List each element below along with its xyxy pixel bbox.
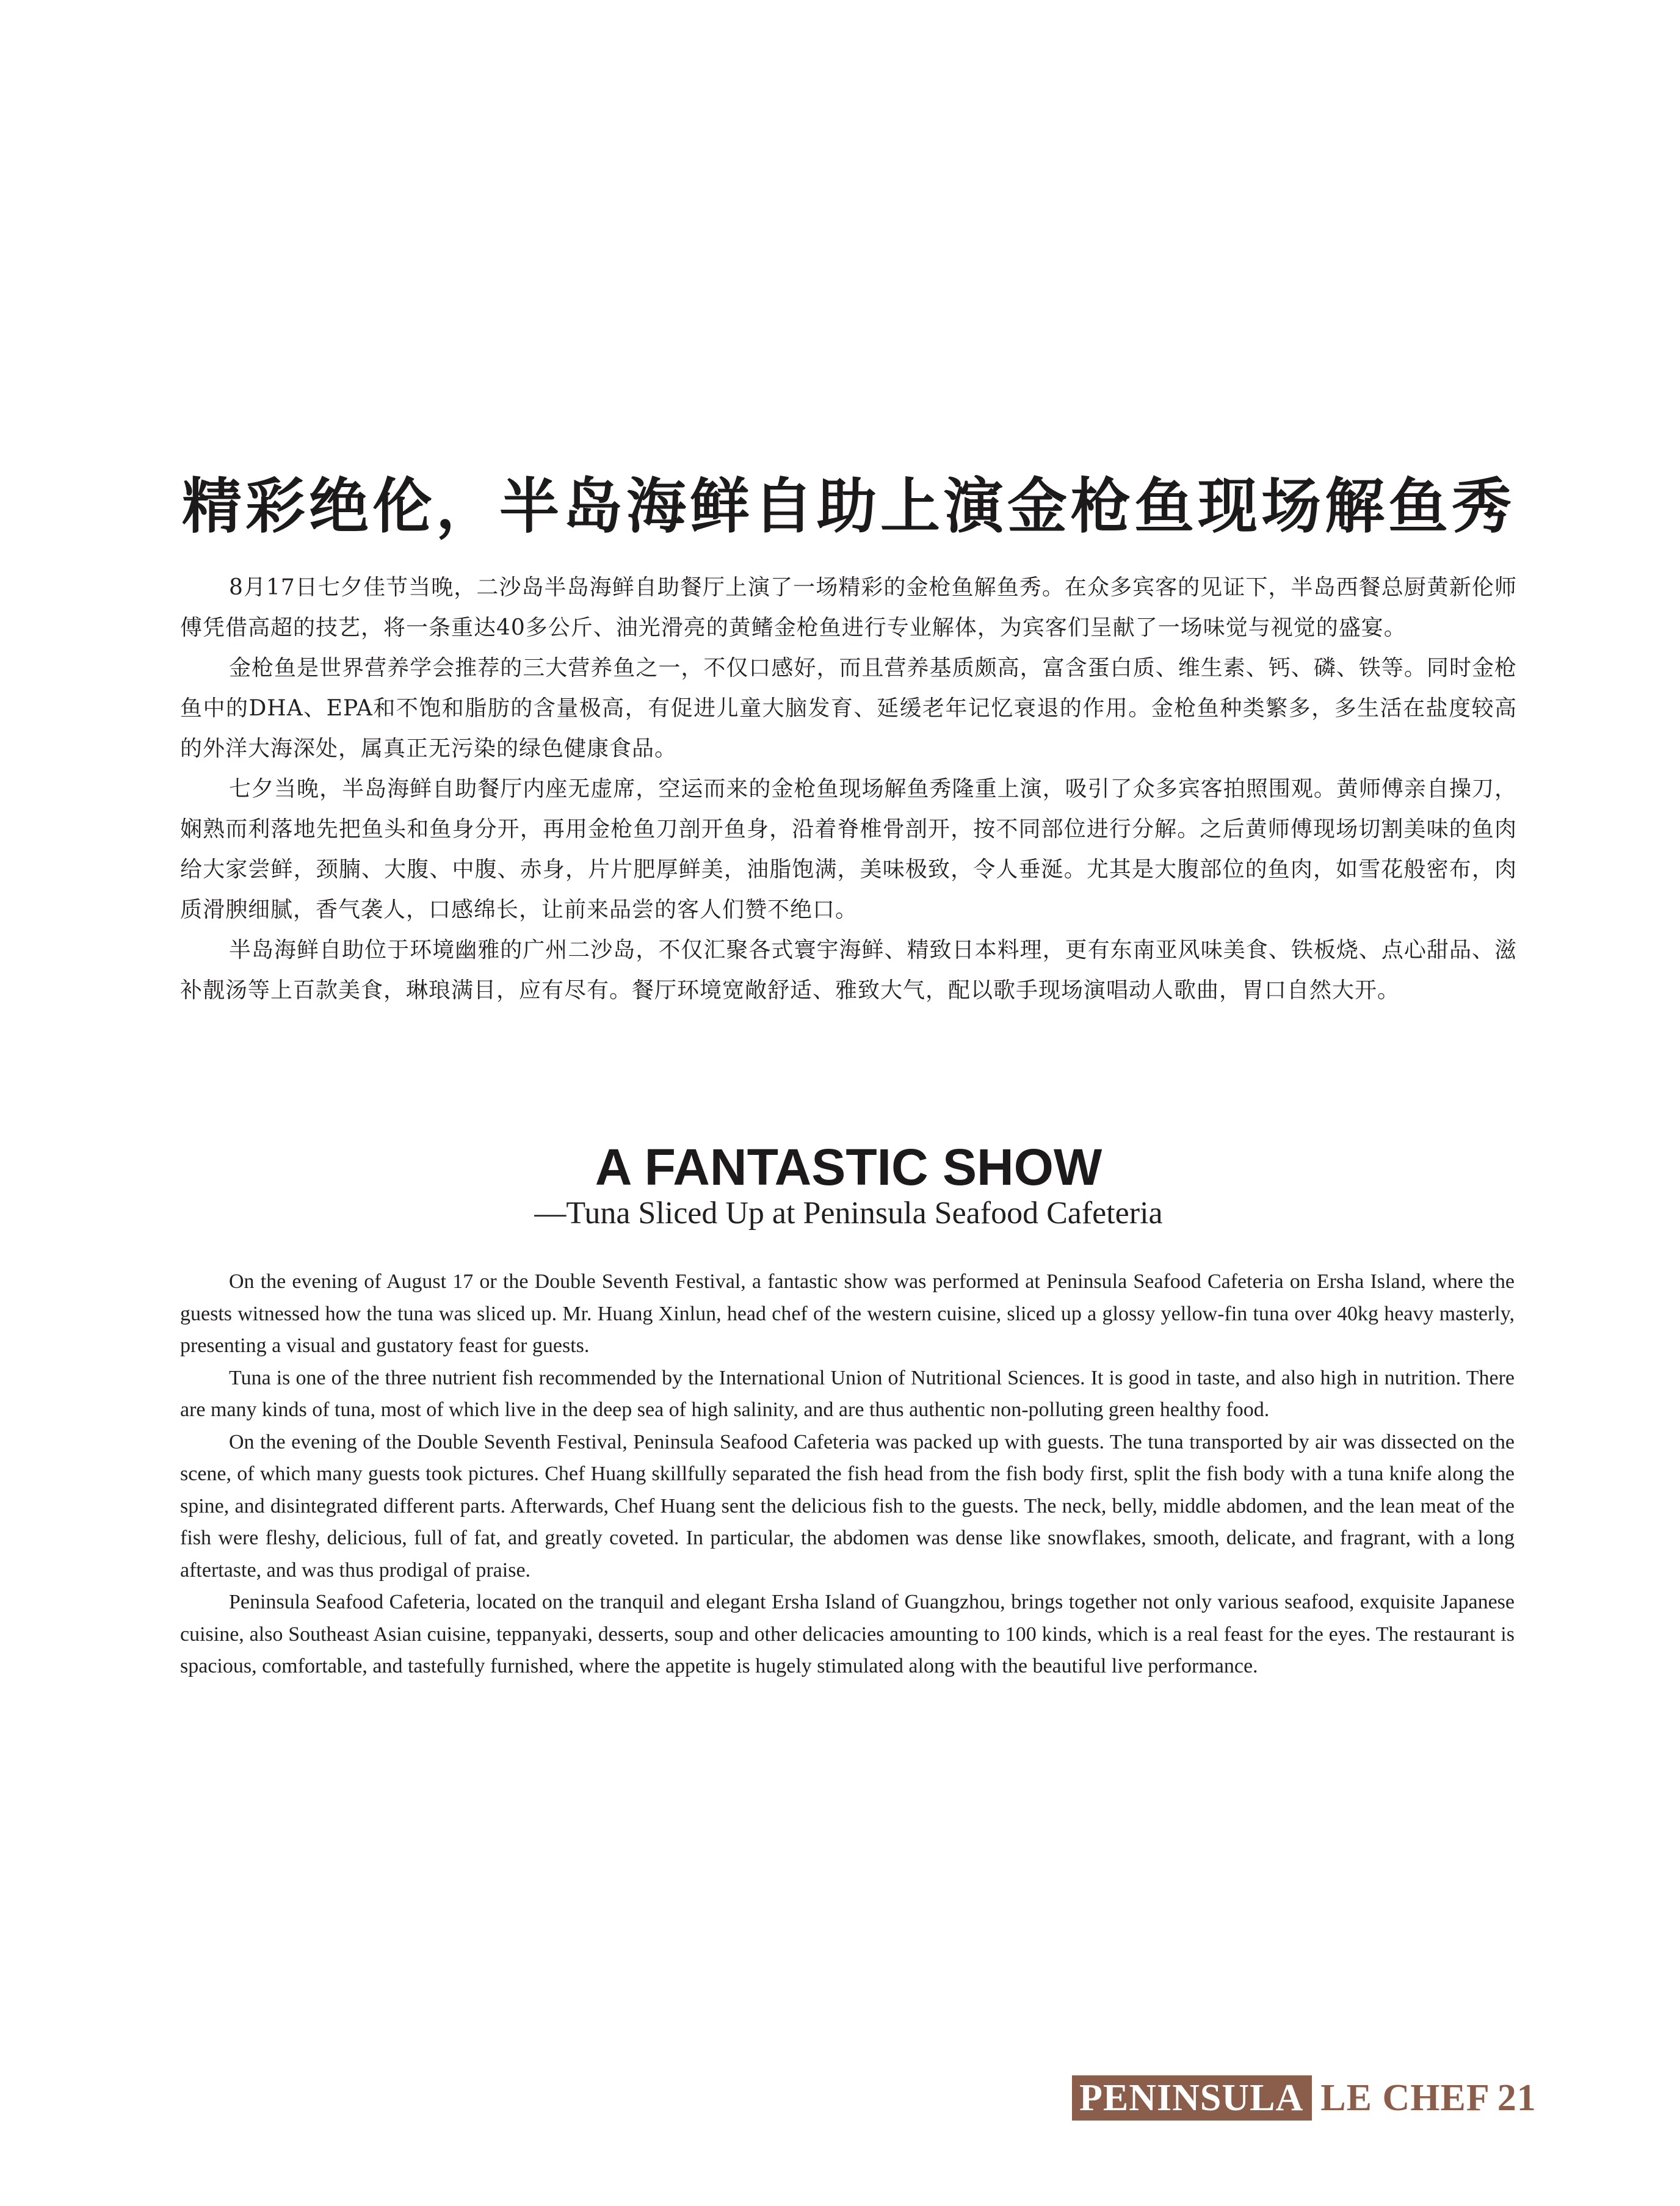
english-headline: A FANTASTIC SHOW	[595, 1138, 1102, 1196]
chinese-paragraph: 七夕当晚，半岛海鲜自助餐厅内座无虚席，空运而来的金枪鱼现场解鱼秀隆重上演，吸引了众多宾客拍照围观。黄师傅亲自操刀，娴熟而利落地先把鱼头和鱼身分开，再用金枪鱼刀剖开鱼身，沿着脊椎骨剖开，按不同部位进行分解。之后黄师傅现场切割美味的鱼肉给大家尝鲜，颈腩、大腹、中腹、赤身，片片肥厚鲜美，油脂饱满，美味极致，令人垂涎。尤其是大腹部位的鱼肉，如雪花般密布，肉质滑腴细腻，香气袭人，口感绵长，让前来品尝的客人们赞不绝口。	[180, 776, 1517, 922]
footer-magazine-name: LE CHEF	[1320, 2077, 1490, 2119]
english-article-body	[180, 1266, 1515, 1683]
page-footer	[1072, 2075, 1537, 2121]
english-paragraph: Tuna is one of the three nutrient fish recommended by the International Union of Nutritional Sciences. It is good in taste, and also high in nutrition. There are many kinds of tuna, most of which live in the deep sea of high salinity, and are thus authentic non-polluting green healthy food.	[180, 1366, 1515, 1421]
english-paragraph: On the evening of August 17 or the Double Seventh Festival, a fantastic show was performed at Peninsula Seafood Cafeteria on Ersha Island, where the guests witnessed how the tuna was sliced up. Mr. Huang Xinlun, head chef of the western cuisine, sliced up a glossy yellow-fin tuna over 40kg heavy masterly, presenting a visual and gustatory feast for guests.	[180, 1270, 1515, 1357]
english-paragraph: On the evening of the Double Seventh Festival, Peninsula Seafood Cafeteria was packed up with guests. The tuna transported by air was dissected on the scene, of which many guests took pictures. Chef Huang skillfully separated the fish head from the fish body first, split the fish body with a tuna knife along the spine, and disintegrated different parts. Afterwards, Chef Huang sent the delicious fish to the guests. The neck, belly, middle abdomen, and the lean meat of the fish were fleshy, delicious, full of fat, and greatly coveted. In particular, the abdomen was dense like snowflakes, smooth, delicate, and fragrant, with a long aftertaste, and was thus prodigal of praise.	[180, 1430, 1515, 1582]
chinese-paragraph: 金枪鱼是世界营养学会推荐的三大营养鱼之一，不仅口感好，而且营养基质颇高，富含蛋白质、维生素、钙、磷、铁等。同时金枪鱼中的DHA、EPA和不饱和脂肪的含量极高，有促进儿童大脑发育、延缓老年记忆衰退的作用。金枪鱼种类繁多，多生活在盐度较高的外洋大海深处，属真正无污染的绿色健康食品。	[180, 656, 1517, 761]
chinese-paragraph: 8月17日七夕佳节当晚，二沙岛半岛海鲜自助餐厅上演了一场精彩的金枪鱼解鱼秀。在众多宾客的见证下，半岛西餐总厨黄新伦师傅凭借高超的技艺，将一条重达40多公斤、油光滑亮的黄鳍金枪鱼进行专业解体，为宾客们呈献了一场味觉与视觉的盛宴。	[180, 575, 1517, 640]
english-subtitle: —Tuna Sliced Up at Peninsula Seafood Cafeteria	[534, 1196, 1163, 1231]
chinese-article-body	[180, 568, 1517, 1011]
chinese-headline: 精彩绝伦，半岛海鲜自助上演金枪鱼现场解鱼秀	[181, 471, 1515, 541]
footer-brand-label: PENINSULA	[1072, 2075, 1312, 2121]
page-number: 21	[1497, 2077, 1537, 2119]
english-paragraph: Peninsula Seafood Cafeteria, located on the tranquil and elegant Ersha Island of Guangzhou, brings together not only various seafood, exquisite Japanese cuisine, also Southeast Asian cuisine, teppanyaki, desserts, soup and other delicacies amounting to 100 kinds, which is a real feast for the eyes. The restaurant is spacious, comfortable, and tastefully furnished, where the appetite is hugely stimulated along with the beautiful live performance.	[180, 1591, 1515, 1677]
chinese-paragraph: 半岛海鲜自助位于环境幽雅的广州二沙岛，不仅汇聚各式寰宇海鲜、精致日本料理，更有东南亚风味美食、铁板烧、点心甜品、滋补靓汤等上百款美食，琳琅满目，应有尽有。餐厅环境宽敞舒适、雅致大气，配以歌手现场演唱动人歌曲，胃口自然大开。	[180, 938, 1517, 1003]
